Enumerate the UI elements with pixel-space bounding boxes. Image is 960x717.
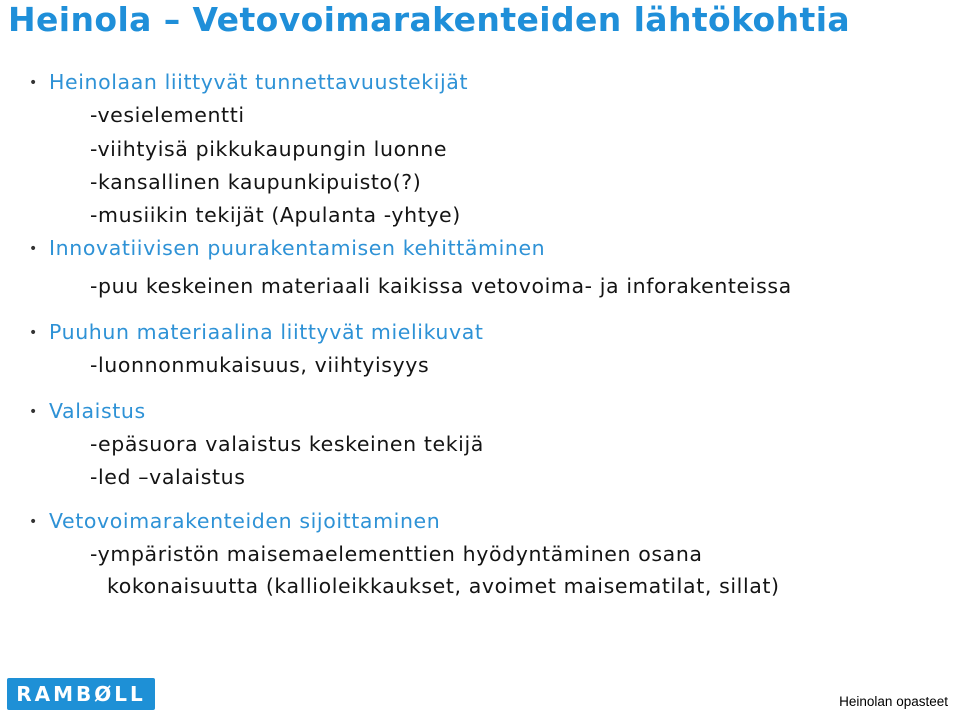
sub-item: -kansallinen kaupunkipuisto(?) — [90, 170, 422, 194]
bullet-heading: Heinolaan liittyvät tunnettavuustekijät — [49, 70, 469, 94]
sub-item: -viihtyisä pikkukaupungin luonne — [90, 137, 448, 161]
slide-title: Heinola – Vetovoimarakenteiden lähtökohtia — [8, 0, 851, 39]
sub-item: -epäsuora valaistus keskeinen tekijä — [90, 432, 484, 456]
bullet-item — [29, 70, 468, 95]
bullet-icon: • — [29, 241, 38, 257]
sub-item: kokonaisuutta (kallioleikkaukset, avoimet maisematilat, sillat) — [107, 574, 780, 598]
bullet-icon: • — [29, 75, 38, 91]
sub-item: -led –valaistus — [90, 465, 246, 489]
bullet-icon: • — [29, 514, 38, 530]
bullet-item — [29, 236, 545, 261]
bullet-icon: • — [29, 404, 38, 420]
bullet-heading: Innovatiivisen puurakentamisen kehittäminen — [49, 236, 546, 260]
bullet-item — [29, 320, 484, 345]
sub-item: -musiikin tekijät (Apulanta -yhtye) — [90, 203, 461, 227]
sub-item: -vesielementti — [90, 103, 245, 127]
bullet-heading: Puuhun materiaalina liittyvät mielikuvat — [49, 320, 484, 344]
ramboll-logo: RAMBØLL — [7, 678, 155, 710]
bullet-heading: Vetovoimarakenteiden sijoittaminen — [49, 509, 441, 533]
sub-item: -luonnonmukaisuus, viihtyisyys — [90, 353, 430, 377]
bullet-item — [29, 399, 146, 424]
sub-item: -puu keskeinen materiaali kaikissa vetovoima- ja inforakenteissa — [90, 274, 792, 298]
footer-note: Heinolan opasteet — [839, 694, 948, 709]
sub-item: -ympäristön maisemaelementtien hyödyntäminen osana — [90, 542, 703, 566]
bullet-item — [29, 509, 440, 534]
bullet-icon: • — [29, 325, 38, 341]
bullet-heading: Valaistus — [49, 399, 146, 423]
